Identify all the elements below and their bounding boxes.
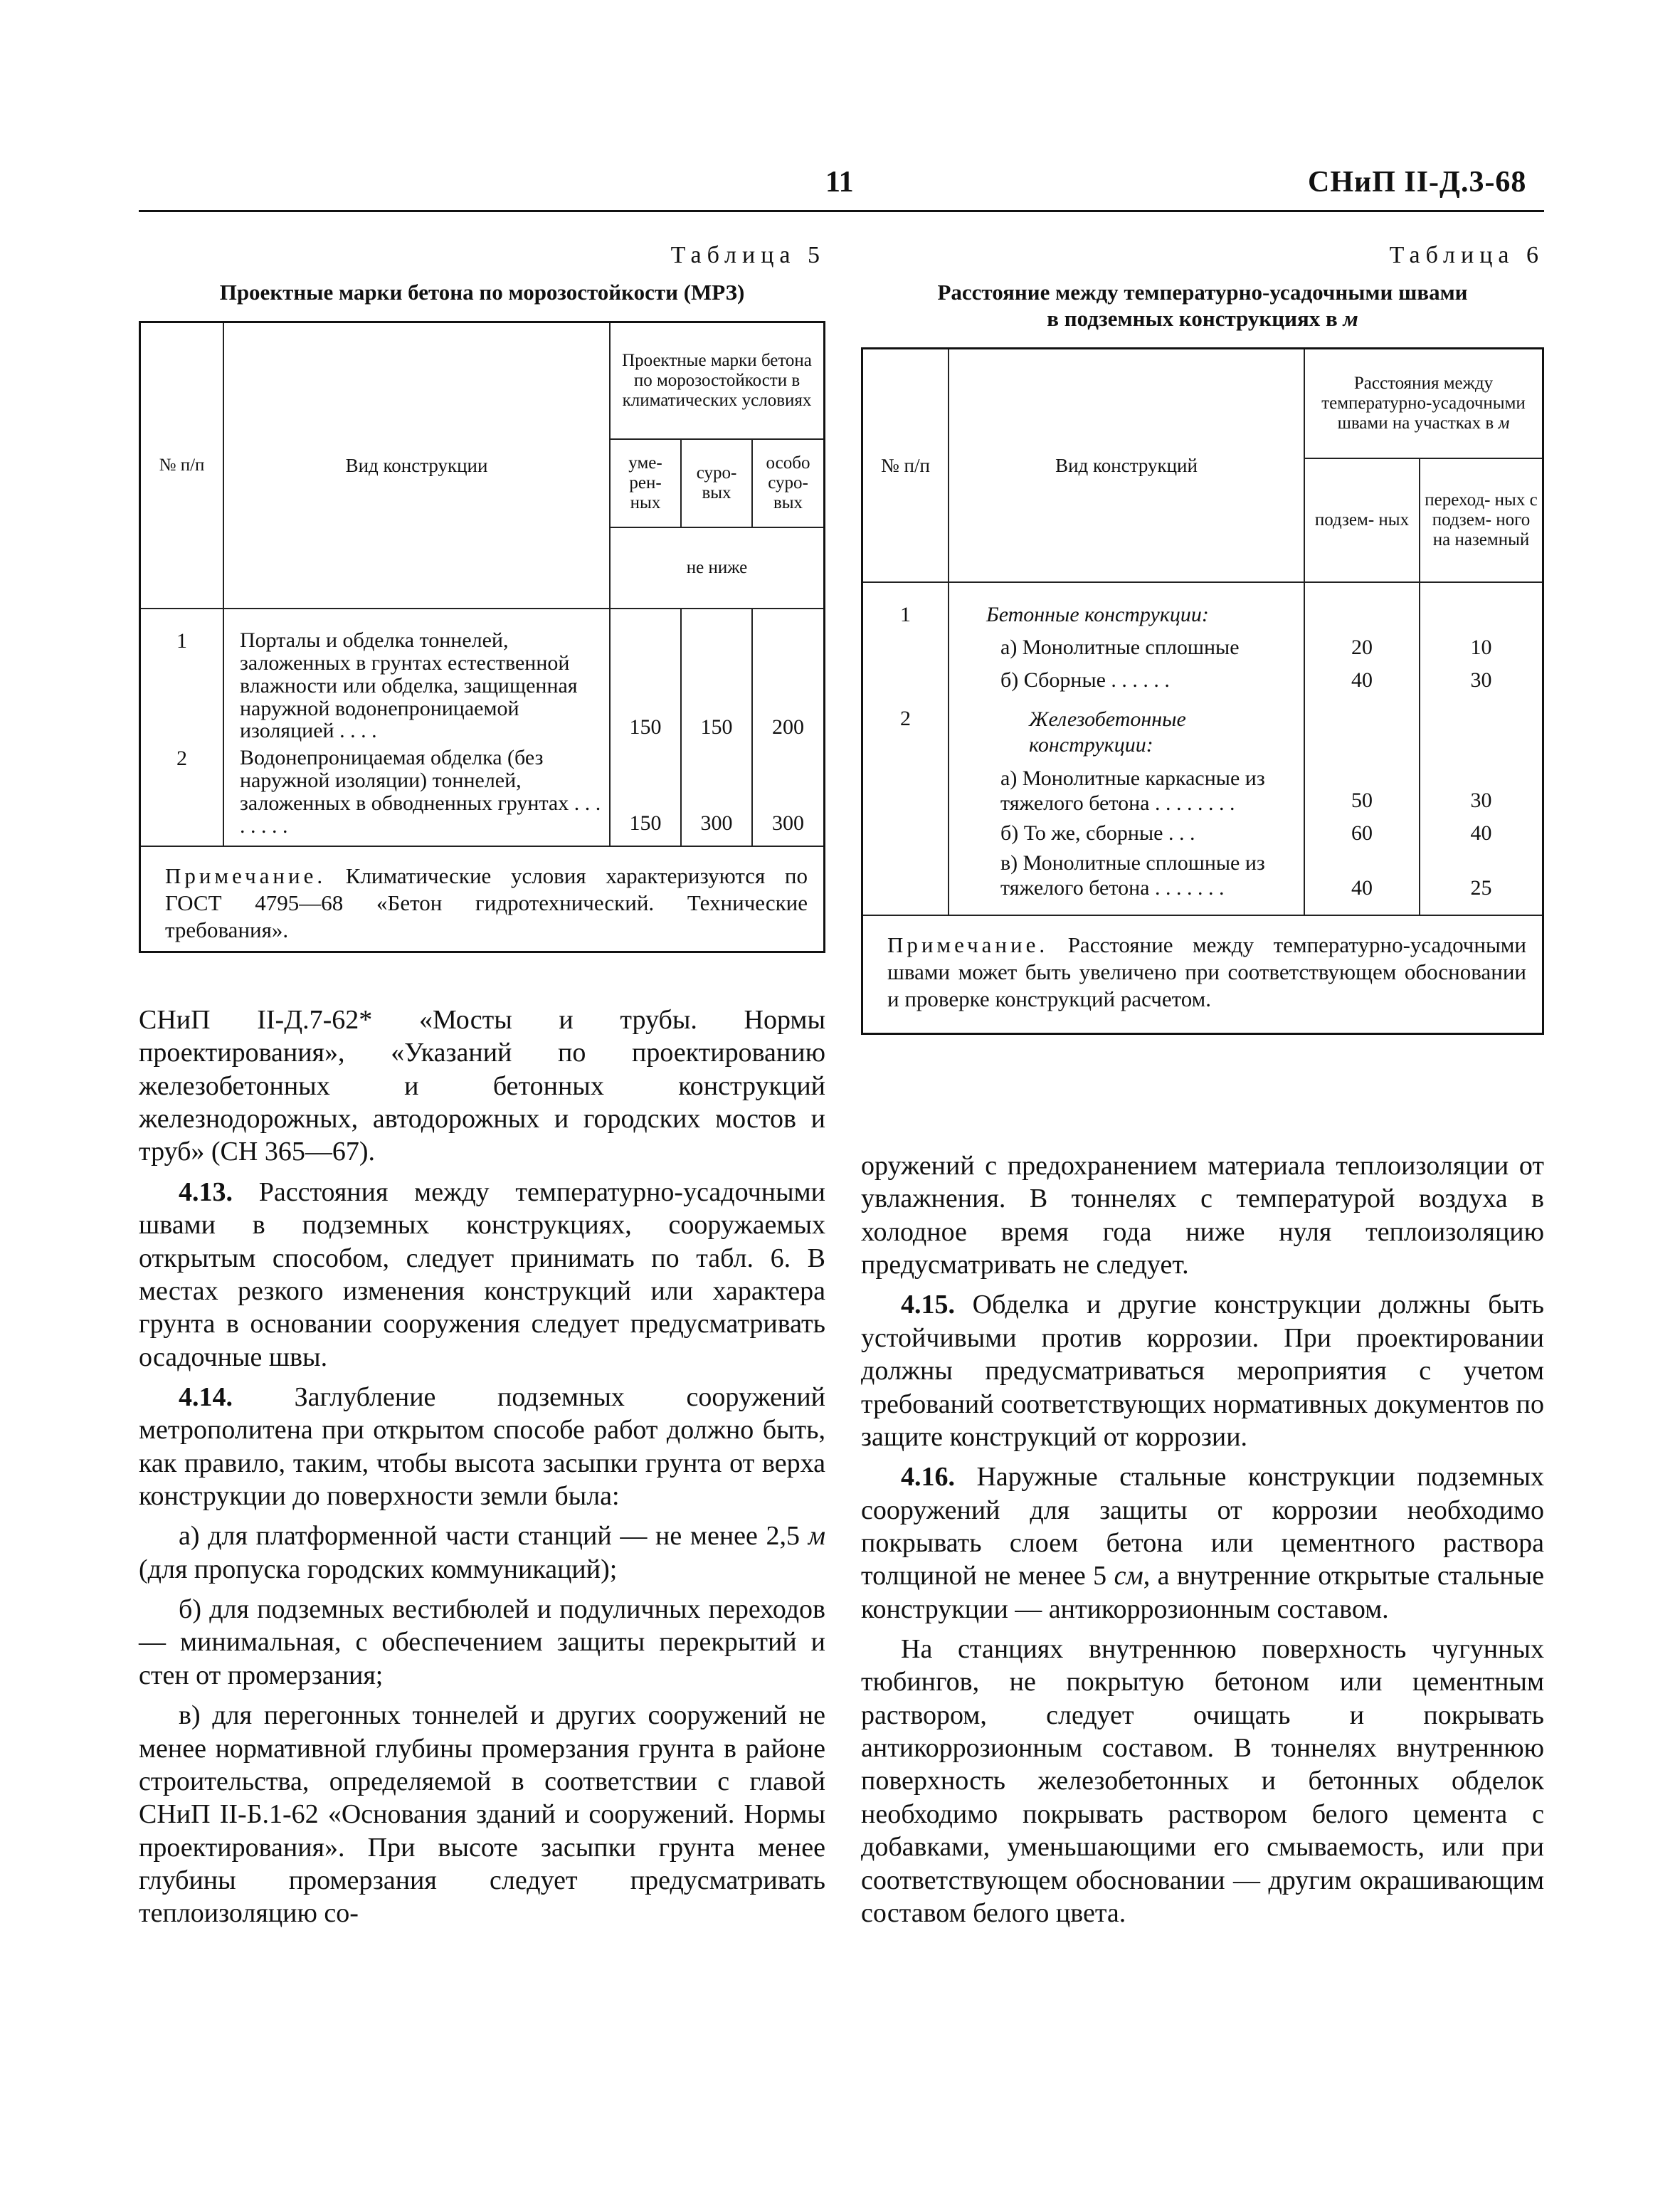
table6-g1b-v2: 30 (1420, 664, 1542, 697)
table5-sub-severe: суро- вых (681, 439, 752, 527)
table5-row2-text: Водонепроницаемая обделка (без наружной изоляции) тоннелей, заложенных в обводненных грунтах . . . . . . . . (223, 744, 610, 846)
table6-block (861, 242, 1544, 1035)
table6-g2-title: Железобетонные конструкции: (949, 697, 1304, 765)
table6-group-header (1304, 349, 1542, 458)
table5-note-label: Примечание. (165, 863, 327, 889)
section-4-16-text: Наружные стальные конструкции подземных сооружений для защиты от коррозии необходимо покрывать слоем бетона или цементного раствора толщиной не менее 5 (861, 1462, 1544, 1591)
item-b: б) для подземных вестибюлей и подуличных переходов — минимальная, с обеспечением защиты перекрытий и стен от промерзания; (139, 1594, 825, 1690)
item-a-end: (для пропуска городских коммуникаций); (139, 1554, 618, 1584)
section-4-16-number: 4.16. (901, 1462, 955, 1492)
table6-g2c-v2: 25 (1420, 850, 1542, 915)
table5-caption: Таблица 5 (670, 242, 825, 268)
page-number: 11 (825, 166, 854, 199)
table5-sub-very-severe: особо суро- вых (752, 439, 823, 527)
left-column-text (139, 1004, 825, 1937)
table6-title-line2: в подземных конструкциях в (1047, 306, 1338, 332)
table6-g2a-v2: 30 (1420, 765, 1542, 817)
section-4-14 (139, 1381, 825, 1512)
table5-row2-v1: 150 (610, 744, 681, 846)
right-paragraph-last: На станциях внутреннюю поверхность чугунных тюбингов, не покрытую бетоном или цементным раствором, следует очищать и покрывать антикоррозионным составом. В тоннелях внутреннюю поверхность железобетонных и бетонных обделок необходимо покрывать раствором белого цемента с добавками, уменьшающими его смываемость, или при соответствующем обосновании — другим окрашивающим составом белого цвета. (861, 1634, 1544, 1928)
table6-note-label: Примечание. (887, 932, 1049, 958)
table6-g1a: а) Монолитные сплошные (949, 631, 1304, 664)
table5-row1-text: Порталы и обделка тоннелей, заложенных в грунтах естественной влажности или обделка, защищенная наружной водонепроницаемой изоляцией . . . . (223, 609, 610, 744)
table6-title-line1: Расстояние между температурно-усадочными швами (937, 280, 1468, 305)
section-4-13-text: Расстояния между температурно-усадочными швами в подземных конструкциях, сооружаемых открытым способом, следует принимать по табл. 6. В местах резкого изменения конструкций или характера грунта в основании сооружения следует предусматривать осадочные швы. (139, 1176, 825, 1372)
section-4-16 (861, 1460, 1544, 1626)
table6-g2b: б) То же, сборные . . . (949, 817, 1304, 850)
table6-g2a: а) Монолитные каркасные из тяжелого бетона . . . . . . . . (949, 765, 1304, 817)
item-c: в) для перегонных тоннелей и других сооружений не менее нормативной глубины промерзания грунта в районе строительства, определяемой в соответствии с главой СНиП II-Б.1-62 «Основания зданий и сооружений. Нормы проектирования». При высоте засыпки грунта менее глубины промерзания следует предусматривать теплоизоляцию со- (139, 1700, 825, 1929)
item-a (139, 1520, 825, 1586)
table6-g1-title: Бетонные конструкции: (949, 582, 1304, 631)
table5-sub-moderate: уме- рен- ных (610, 439, 681, 527)
table6-g1b-v1: 40 (1304, 664, 1420, 697)
table5-row1-v3: 200 (752, 609, 823, 744)
table6-g1a-v1: 20 (1304, 631, 1420, 664)
table5-not-less: не ниже (610, 527, 823, 609)
table6-sub-transition: переход- ных с подзем- ного на наземный (1420, 458, 1542, 582)
table6-group-header-unit: м (1498, 414, 1510, 433)
table6-col-type: Вид конструкций (949, 349, 1304, 582)
section-4-16-end: , а внутренние открытые стальные конструкции — антикоррозионным составом. (861, 1561, 1544, 1624)
table6-g1-num: 1 (863, 582, 949, 631)
section-4-13-number: 4.13. (179, 1176, 233, 1207)
table6-title (861, 279, 1544, 332)
table6-g2a-v1: 50 (1304, 765, 1420, 817)
table6-note-text: Расстояние между температурно-усадочными швами может быть увеличено при соответствующем обосновании и проверке конструкций расчетом. (887, 932, 1526, 1011)
table5-row2-num: 2 (141, 744, 223, 846)
table5-col-num: № п/п (141, 323, 223, 609)
table5-row2-v3: 300 (752, 744, 823, 846)
table5-row2-v2: 300 (681, 744, 752, 846)
section-4-16-unit: см (1114, 1561, 1143, 1591)
table5-block (139, 242, 825, 953)
header-rule (139, 210, 1544, 212)
table6 (861, 347, 1544, 1034)
table6-sub-underground: подзем- ных (1304, 458, 1420, 582)
table6-caption: Таблица 6 (1389, 242, 1544, 268)
right-paragraph-continuation: оружений с предохранением материала теплоизоляции от увлажнения. В тоннелях с температурой воздуха в холодное время года ниже нуля теплоизоляцию предусматривать не следует. (861, 1151, 1544, 1280)
table6-g2c-v1: 40 (1304, 850, 1420, 915)
section-4-14-text: Заглубление подземных сооружений метрополитена при открытом способе работ должно быть, как правило, таким, чтобы высота засыпки грунта от верха конструкции до поверхности земли была: (139, 1381, 825, 1512)
table6-g2-num: 2 (863, 697, 949, 765)
table5-col-type: Вид конструкции (223, 323, 610, 609)
item-a-unit: м (808, 1521, 826, 1552)
table6-note (863, 916, 1542, 1032)
table5-note (141, 847, 823, 950)
table5-row1-num: 1 (141, 609, 223, 744)
table5-title: Проектные марки бетона по морозостойкости (МРЗ) (219, 280, 745, 305)
table6-g1a-v2: 10 (1420, 631, 1542, 664)
table5 (139, 321, 825, 953)
table6-col-num: № п/п (863, 349, 949, 582)
table5-row1-v2: 150 (681, 609, 752, 744)
table6-title-unit: м (1343, 306, 1358, 332)
section-4-15-text: Обделка и другие конструкции должны быть устойчивыми против коррозии. При проектировании должны предусматриваться мероприятия с учетом требований соответствующих нормативных документов по защите конструкций от коррозии. (861, 1290, 1545, 1452)
table6-g2b-v2: 40 (1420, 817, 1542, 850)
section-4-15-number: 4.15. (901, 1290, 955, 1320)
table6-g2c: в) Монолитные сплошные из тяжелого бетона . . . . . . . (949, 850, 1304, 915)
table5-row1-v1: 150 (610, 609, 681, 744)
table5-note-text: Климатические условия характеризуются по ГОСТ 4795—68 «Бетон гидротехнический. Технические требования». (165, 863, 808, 942)
left-paragraph-intro: СНиП II-Д.7-62* «Мосты и трубы. Нормы проектирования», «Указаний по проектированию железобетонных и бетонных конструкций железнодорожных, автодорожных и городских мостов и труб» (СН 365—67). (139, 1005, 825, 1167)
table5-group-header: Проектные марки бетона по морозостойкости в климатических условиях (610, 323, 823, 439)
document-code: СНиП II-Д.3-68 (1308, 166, 1527, 199)
table6-g2b-v1: 60 (1304, 817, 1420, 850)
table6-group-header-text: Расстояния между температурно-усадочными швами на участках в (1321, 374, 1526, 433)
right-column-text (861, 1149, 1544, 1937)
item-a-text: а) для платформенной части станций — не менее 2,5 (179, 1521, 801, 1552)
section-4-14-number: 4.14. (179, 1381, 233, 1412)
table6-g1b: б) Сборные . . . . . . (949, 664, 1304, 697)
section-4-13 (139, 1176, 825, 1374)
section-4-15 (861, 1288, 1544, 1453)
